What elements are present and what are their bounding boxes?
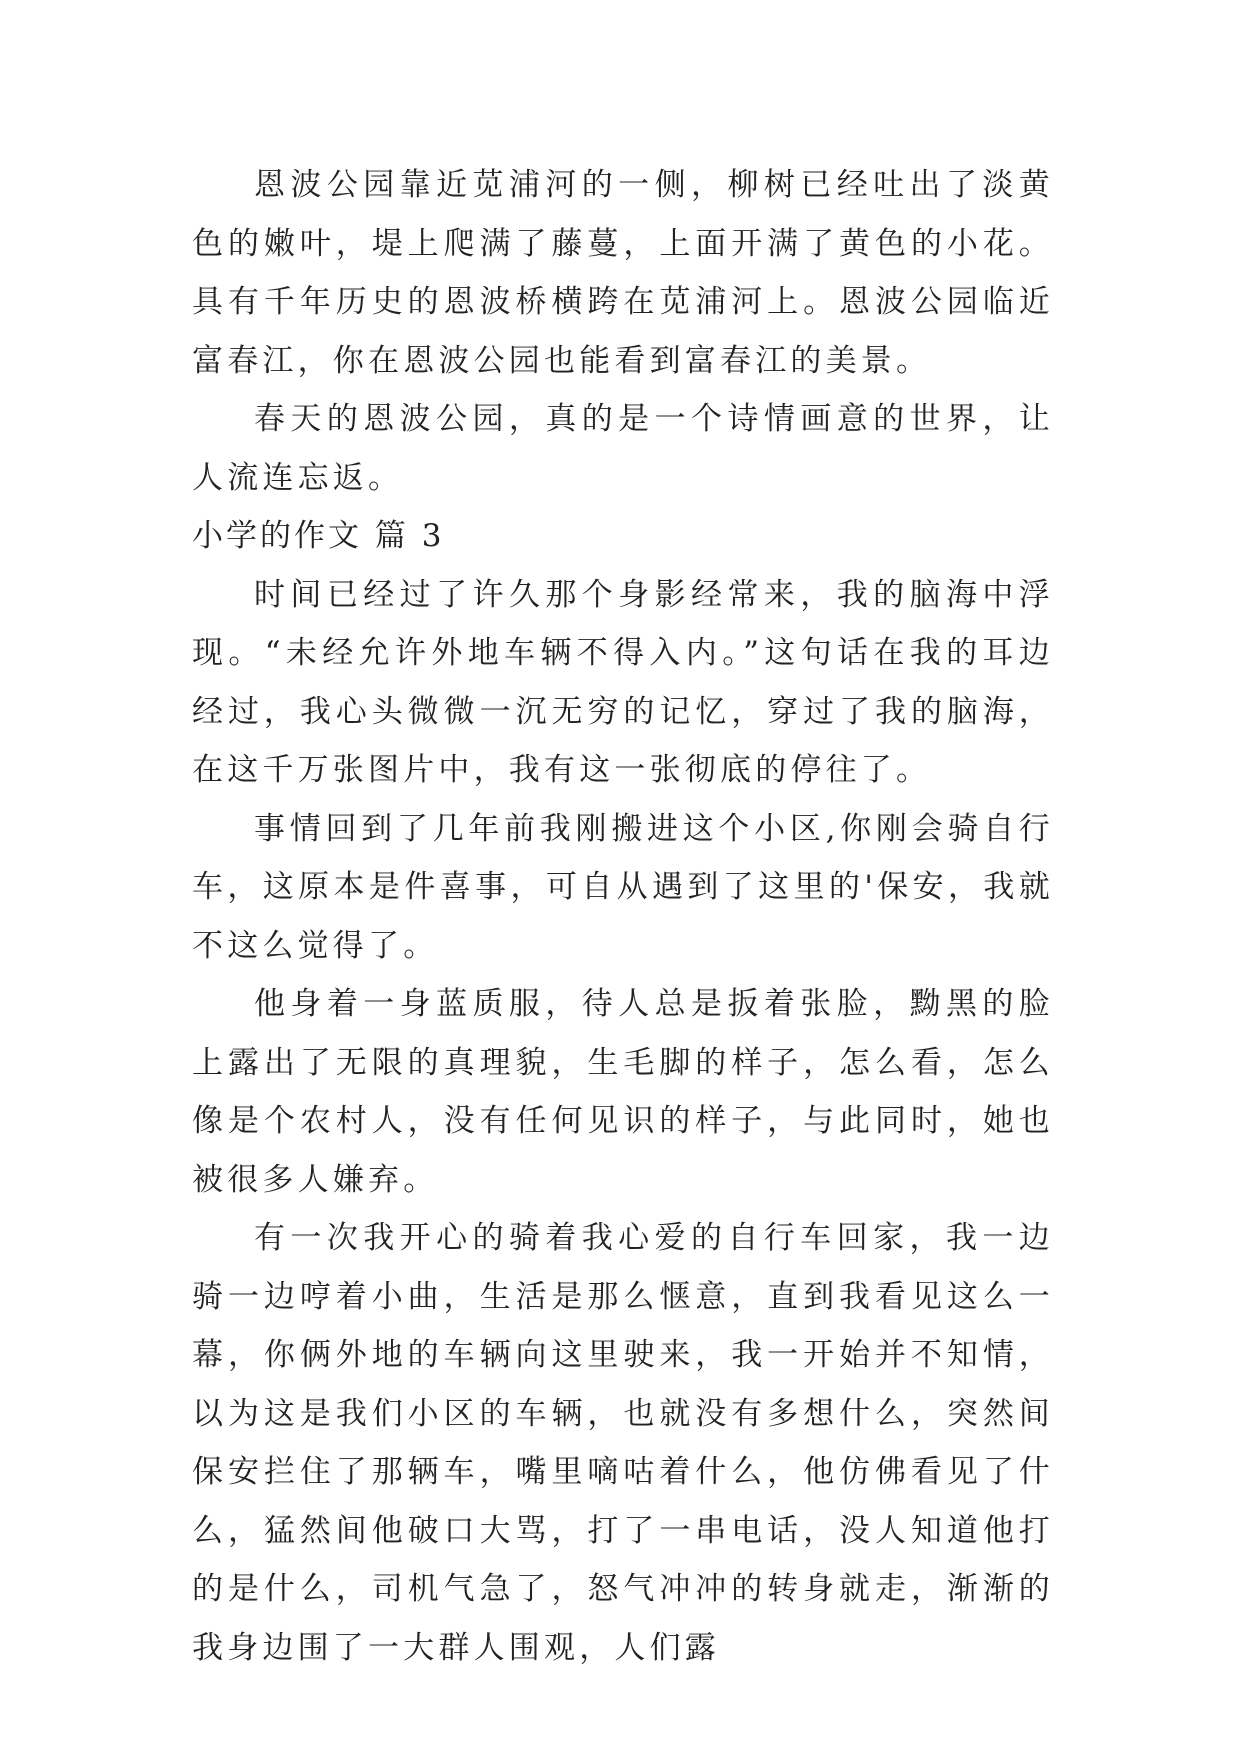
paragraph-enbo-park-spring: 春天的恩波公园，真的是一个诗情画意的世界，让人流连忘返。 [192, 401, 1054, 496]
section-heading: 小学的作文 篇 3 [192, 518, 445, 554]
paragraph-enbo-park-riverside: 恩波公园靠近苋浦河的一侧，柳树已经吐出了淡黄色的嫩叶，堤上爬满了藤蔓，上面开满了黄色的小花。具有千年历史的恩波桥横跨在苋浦河上。恩波公园临近富春江，你在恩波公园也能看到富春江的美景。 [192, 167, 1054, 379]
document-body [192, 156, 1054, 1677]
paragraph-memory: 时间已经过了许久那个身影经常来，我的脑海中浮现。“未经允许外地车辆不得入内。”这句话在我的耳边经过，我心头微微一沉无穷的记忆，穿过了我的脑海，在这千万张图片中，我有这一张彻底的停往了。 [192, 576, 1054, 788]
paragraph-guard-description: 他身着一身蓝质服，待人总是扳着张脸，黝黑的脸上露出了无限的真理貌，生毛脚的样子，怎么看，怎么像是个农村人，没有任何见识的样子，与此同时，她也被很多人嫌弃。 [192, 986, 1054, 1198]
paragraph-incident: 有一次我开心的骑着我心爱的自行车回家，我一边骑一边哼着小曲，生活是那么惬意，直到我看见这么一幕，你俩外地的车辆向这里驶来，我一开始并不知情，以为这是我们小区的车辆，也就没有多想什么，突然间保安拦住了那辆车，嘴里嘀咕着什么，他仿佛看见了什么，猛然间他破口大骂，打了一串电话，没人知道他打的是什么，司机气急了，怒气冲冲的转身就走，渐渐的我身边围了一大群人围观，人们露 [192, 1220, 1054, 1666]
paragraph-moving-in: 事情回到了几年前我刚搬进这个小区,你刚会骑自行车，这原本是件喜事，可自从遇到了这里的'保安，我就不这么觉得了。 [192, 810, 1054, 964]
